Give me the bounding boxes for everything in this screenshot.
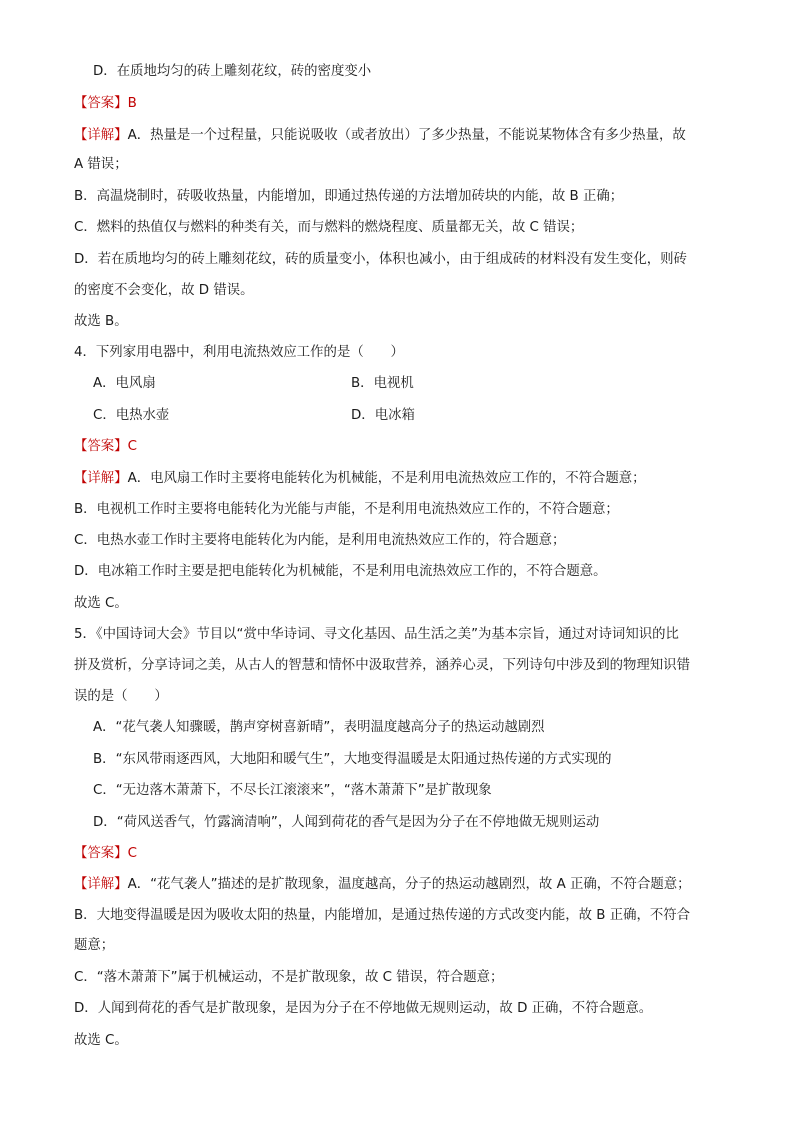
text-line: C．燃料的热值仅与燃料的种类有关，而与燃料的燃烧程度、质量都无关，故 C 错误；	[74, 220, 584, 235]
text-line: D．人闻到荷花的香气是扩散现象，是因为分子在不停地做无规则运动，故 D 正确，不符合题意。	[74, 1001, 653, 1016]
explanation-text: A．热量是一个过程量，只能说吸收（或者放出）了多少热量，不能说某物体含有多少热量，故	[127, 128, 686, 143]
answer-value: C	[127, 846, 137, 861]
option-d-q3: D．在质地均匀的砖上雕刻花纹，砖的密度变小	[93, 64, 372, 79]
text-line: C．“落木萧萧下”属于机械运动，不是扩散现象，故 C 错误，符合题意；	[74, 970, 504, 985]
explanation-tag: 【详解】	[74, 128, 128, 143]
answer-line-q3	[74, 95, 137, 113]
text-line: 题意；	[74, 938, 115, 953]
answer-tag: 【答案】	[74, 846, 128, 861]
text-line: C．电热水壶工作时主要将电能转化为内能，是利用电流热效应工作的，符合题意；	[74, 533, 566, 548]
option-a-q4: A．电风扇	[93, 376, 156, 391]
answer-line-q5	[74, 845, 137, 863]
option-a-q5: A．“花气袭人知骤暖，鹊声穿树喜新晴”，表明温度越高分子的热运动越剧烈	[93, 720, 545, 735]
text-line: D．电冰箱工作时主要是把电能转化为机械能，不是利用电流热效应工作的，不符合题意。	[74, 564, 607, 579]
explanation-tag: 【详解】	[74, 471, 128, 486]
choice-line: 故选 C。	[74, 1033, 128, 1048]
answer-tag: 【答案】	[74, 96, 128, 111]
question-4: 4．下列家用电器中，利用电流热效应工作的是（ ）	[74, 345, 404, 360]
text-line: 拼及赏析，分享诗词之美，从古人的智慧和情怀中汲取营养，涵养心灵，下列诗句中涉及到的物理知识错	[74, 658, 690, 673]
explanation-line	[74, 127, 686, 145]
explanation-line	[74, 876, 691, 894]
option-d-q4: D．电冰箱	[351, 408, 415, 423]
text-line: B．大地变得温暖是因为吸收太阳的热量，内能增加，是通过热传递的方式改变内能，故 B 正确，不符合	[74, 908, 691, 923]
text-line: B．电视机工作时主要将电能转化为光能与声能，不是利用电流热效应工作的，不符合题意；	[74, 502, 619, 517]
answer-value: B	[127, 96, 137, 111]
text-line: D．若在质地均匀的砖上雕刻花纹，砖的质量变小，体积也减小，由于组成砖的材料没有发生变化，则砖	[74, 252, 687, 267]
text-line: B．高温烧制时，砖吸收热量，内能增加，即通过热传递的方法增加砖块的内能，故 B 正确；	[74, 189, 624, 204]
choice-line: 故选 B。	[74, 314, 128, 329]
option-d-q5: D．“荷风送香气，竹露滴清响”，人闻到荷花的香气是因为分子在不停地做无规则运动	[93, 815, 600, 830]
text-line: 误的是（ ）	[74, 689, 168, 704]
option-c-q4: C．电热水壶	[93, 408, 170, 423]
explanation-tag: 【详解】	[74, 877, 128, 892]
answer-line-q4	[74, 438, 137, 456]
text-line: 的密度不会变化，故 D 错误。	[74, 283, 254, 298]
explanation-line	[74, 470, 646, 488]
explanation-text: A．电风扇工作时主要将电能转化为机械能，不是利用电流热效应工作的，不符合题意；	[127, 471, 646, 486]
answer-value: C	[127, 439, 137, 454]
option-b-q4: B．电视机	[351, 376, 414, 391]
answer-tag: 【答案】	[74, 439, 128, 454]
option-b-q5: B．“东风带雨逐西风，大地阳和暖气生”，大地变得温暖是太阳通过热传递的方式实现的	[93, 752, 612, 767]
text-line: A 错误；	[74, 157, 128, 172]
choice-line: 故选 C。	[74, 596, 128, 611]
option-c-q5: C．“无边落木萧萧下，不尽长江滚滚来”，“落木萧萧下”是扩散现象	[93, 783, 492, 798]
explanation-text: A．“花气袭人”描述的是扩散现象，温度越高，分子的热运动越剧烈，故 A 正确，不符合题意；	[127, 877, 691, 892]
question-5: 5．《中国诗词大会》节目以“赏中华诗词、寻文化基因、品生活之美”为基本宗旨，通过对诗词知识的比	[74, 627, 679, 642]
